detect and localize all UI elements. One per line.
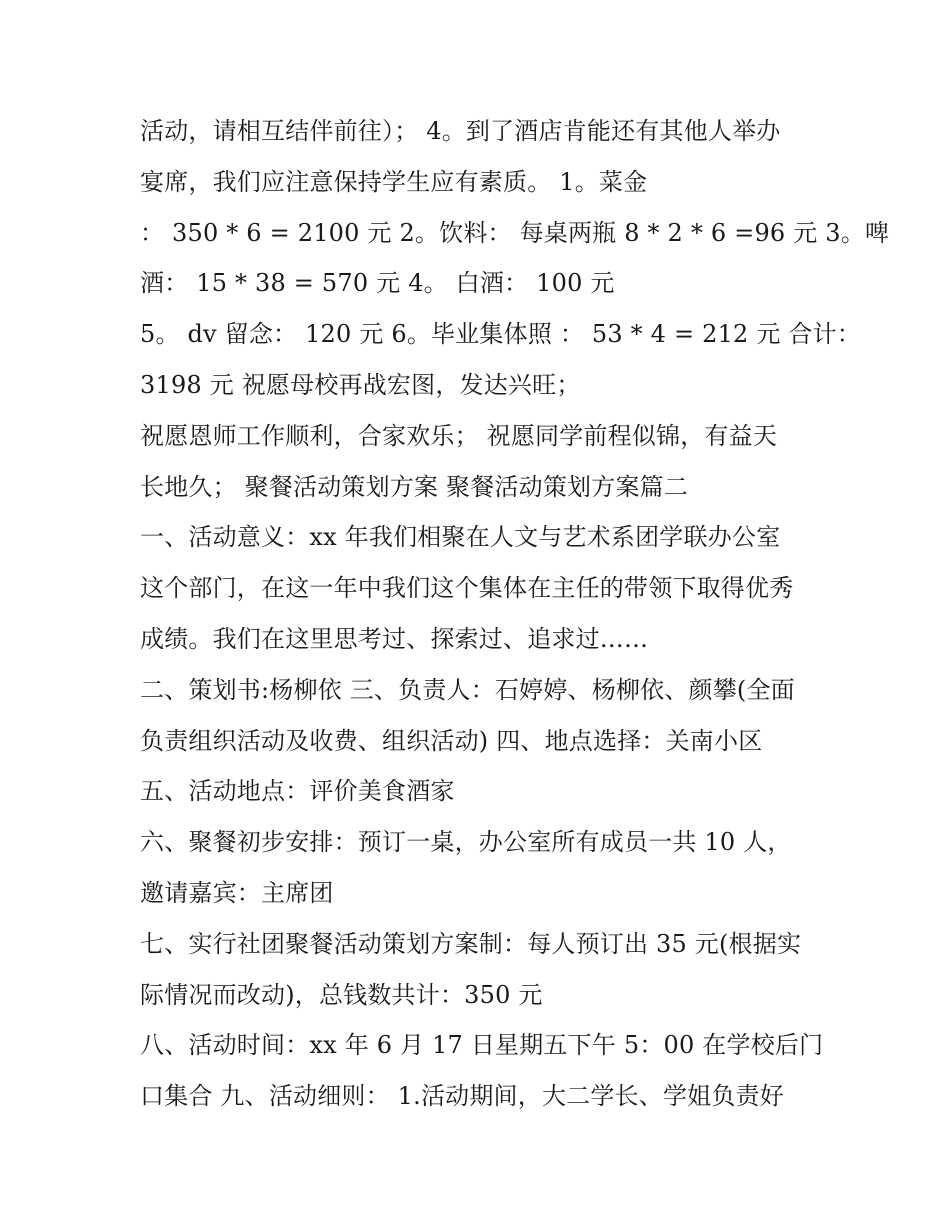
text-line-8: 长地久； 聚餐活动策划方案 聚餐活动策划方案篇二 [140, 472, 689, 501]
text-line-7: 祝愿恩师工作顺利，合家欢乐； 祝愿同学前程似锦，有益天 [140, 421, 778, 450]
text-line-4: 酒： 15 * 38 = 570 元 4。 白酒： 100 元 [140, 269, 615, 298]
text-line-20: 口集合 九、活动细则： 1.活动期间，大二学长、学姐负责好 [140, 1082, 784, 1111]
text-line-18: 际情况而改动)，总钱数共计：350 元 [140, 980, 543, 1009]
text-line-1: 活动，请相互结伴前往）； 4。到了酒店肯能还有其他人举办 [140, 117, 781, 145]
text-line-6: 3198 元 祝愿母校再战宏图，发达兴旺； [140, 370, 581, 399]
text-line-13: 负责组织活动及收费、组织活动) 四、地点选择：关南小区 [140, 726, 763, 755]
text-line-19: 八、活动时间：xx 年 6 月 17 日星期五下午 5：00 在学校后门 [140, 1031, 824, 1060]
text-line-17: 七、实行社团聚餐活动策划方案制：每人预订出 35 元(根据实 [140, 929, 802, 958]
text-line-2: 宴席，我们应注意保持学生应有素质。 1。菜金 [140, 167, 648, 196]
text-line-11: 成绩。我们在这里思考过、探索过、追求过…… [140, 624, 649, 653]
text-line-15: 六、聚餐初步安排：预订一桌，办公室所有成员一共 10 人， [140, 828, 792, 857]
text-line-3: ： 350 * 6 = 2100 元 2。饮料： 每桌两瓶 8 * 2 * 6 =96 元 3。啤 [140, 218, 890, 247]
text-line-16: 邀请嘉宾：主席团 [140, 878, 334, 907]
text-line-5: 5。 dv 留念： 120 元 6。毕业集体照 ： 53 * 4 = 212 元 合计： [140, 320, 861, 349]
text-line-10: 这个部门，在这一年中我们这个集体在主任的带领下取得优秀 [140, 574, 794, 603]
document-body [140, 106, 890, 1122]
text-line-14: 五、活动地点：评价美食酒家 [140, 777, 455, 806]
text-line-12: 二、策划书:杨柳依 三、负责人：石婷婷、杨柳依、颜攀(全面 [140, 675, 795, 704]
text-line-9: 一、活动意义：xx 年我们相聚在人文与艺术系团学联办公室 [140, 523, 781, 552]
